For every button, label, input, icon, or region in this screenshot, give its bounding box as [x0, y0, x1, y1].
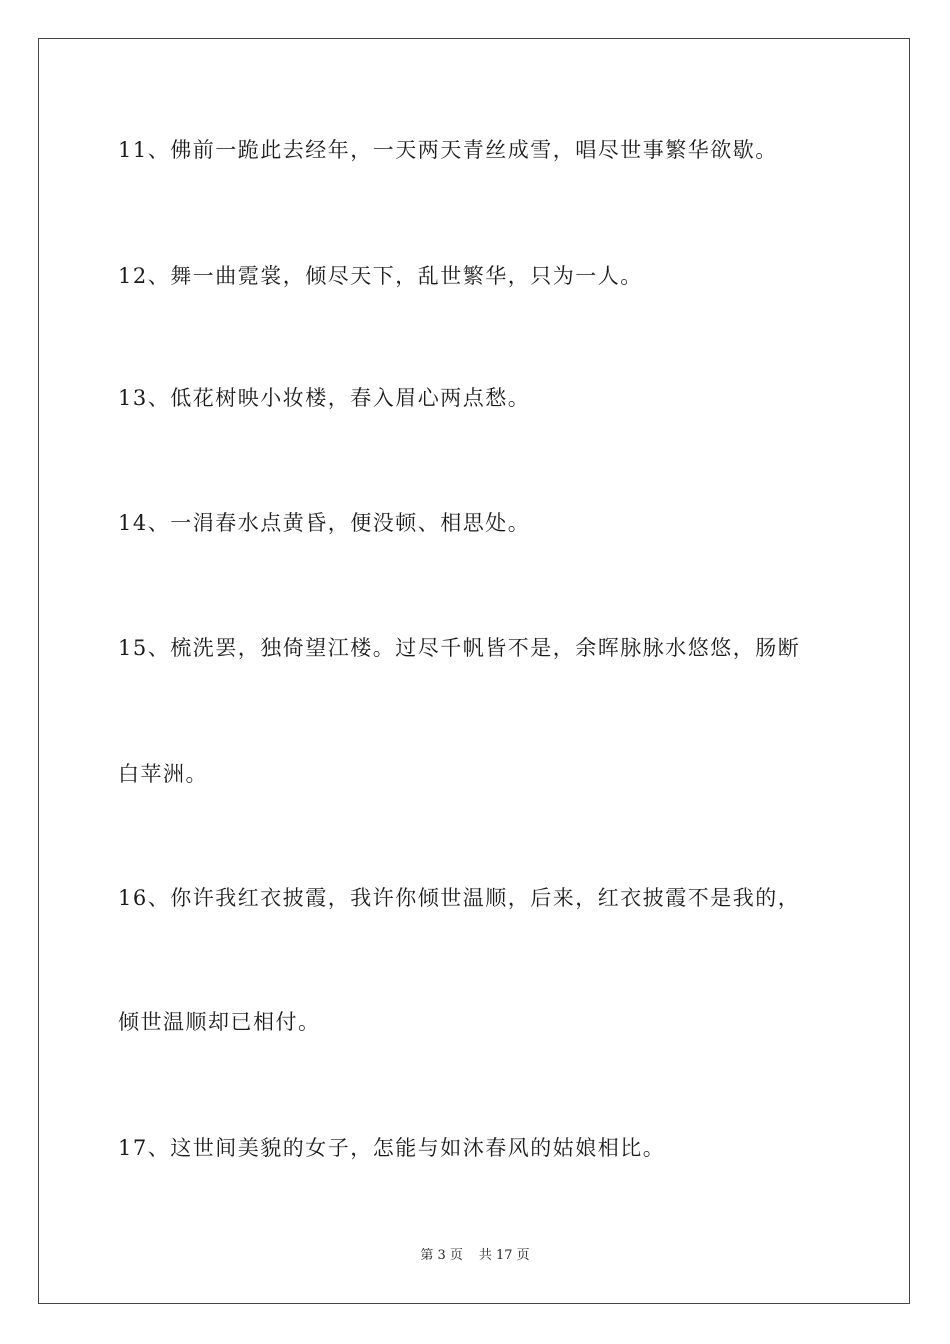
- text-line-15-cont: 白苹洲。: [118, 762, 208, 786]
- text-line-13: 13、低花树映小妆楼，春入眉心两点愁。: [118, 386, 531, 410]
- page-number: 第 3 页: [420, 1248, 463, 1263]
- text-line-11: 11、佛前一跪此去经年，一天两天青丝成雪，唱尽世事繁华欲歇。: [118, 138, 778, 162]
- page-footer: [0, 1244, 950, 1263]
- text-line-17: 17、这世间美貌的女子，怎能与如沐春风的姑娘相比。: [118, 1136, 666, 1160]
- page-total: 共 17 页: [478, 1248, 530, 1263]
- text-line-15: 15、梳洗罢，独倚望江楼。过尽千帆皆不是，余晖脉脉水悠悠，肠断: [118, 636, 801, 660]
- page-border: [38, 38, 910, 1304]
- text-line-16: 16、你许我红衣披霞，我许你倾世温顺，后来，红衣披霞不是我的，: [118, 886, 801, 910]
- text-line-12: 12、舞一曲霓裳，倾尽天下，乱世繁华，只为一人。: [118, 264, 643, 288]
- text-line-16-cont: 倾世温顺却已相付。: [118, 1010, 321, 1034]
- text-line-14: 14、一涓春水点黄昏，便没顿、相思处。: [118, 511, 531, 535]
